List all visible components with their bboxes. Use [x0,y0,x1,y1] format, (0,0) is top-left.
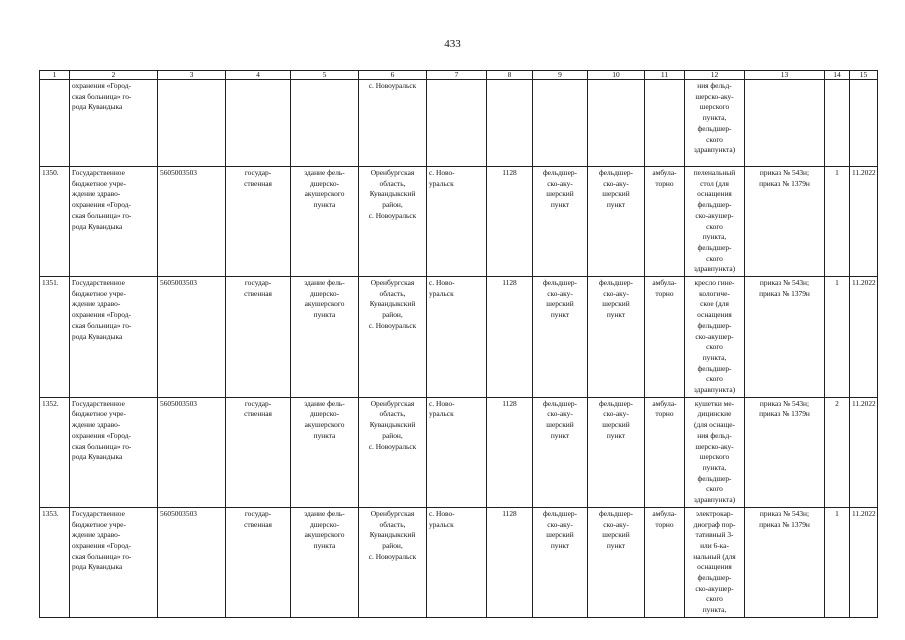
table-cell [588,397,645,507]
locality-text: с. Ново- уральск [429,508,455,529]
column-number: 1 [40,71,70,80]
table-cell [745,397,825,507]
table-cell [745,507,825,617]
table-cell [291,167,359,277]
table-cell [359,167,427,277]
care-form-text: амбула- торно [652,168,677,188]
locality-text: с. Ново- уральск [429,168,455,188]
unit-type-text: фельдшер- ско-аку- шерский пункт [542,168,578,210]
column-number: 7 [427,71,487,80]
table-cell [685,277,745,398]
column-number: 5 [291,71,359,80]
table-row [40,80,878,167]
row-number-text: 1350. [42,168,59,177]
table-cell [40,277,70,398]
unit-type-text: фельдшер- ско-аку- шерский пункт [542,508,578,550]
table-cell [70,80,158,167]
column-number-row [40,71,878,80]
organization-name-text: Государственное бюджетное учре- ждение здраво- охранения «Город- ская больница» го- рода Кувандыка [72,278,132,341]
table-cell [825,397,850,507]
table-cell [359,277,427,398]
care-form-text: амбула- торно [652,278,677,298]
quantity-text: 1 [835,278,839,288]
table-cell [588,167,645,277]
table-cell [226,80,291,167]
order-reference-text: приказ № 543н; приказ № 1379н [759,168,810,188]
column-number: 9 [533,71,588,80]
row-number-text: 1353. [42,508,59,518]
table-cell [359,507,427,617]
table-cell [226,397,291,507]
table-cell [685,507,745,617]
locality-text: с. Ново- уральск [429,278,455,298]
order-reference-text: приказ № 543н; приказ № 1379н [759,398,810,419]
column-number: 13 [745,71,825,80]
building-type-text: здание фель- дшерско- акушерского пункта [304,508,345,550]
unit-name-text: фельдшер- ско-аку- шерский пункт [598,278,634,320]
ownership-form-text: государ- ственная [244,508,272,529]
organization-name-text: Государственное бюджетное учре- ждение здраво- охранения «Город- ская больница» го- рода Кувандыка [72,398,132,462]
inn-text: 5605003503 [160,508,197,518]
organization-name-text: охранения «Город- ская больница» го- рода Кувандыка [72,81,132,112]
table-cell [487,507,533,617]
column-number: 6 [359,71,427,80]
table-row [40,277,878,398]
inn-text: 5605003503 [160,398,197,408]
row-number-text: 1352. [42,398,59,408]
unit-name-text: фельдшер- ско-аку- шерский пункт [598,508,634,550]
table-cell [745,277,825,398]
registry-table [39,70,878,618]
table-cell [685,397,745,507]
table-cell [533,277,588,398]
column-number: 11 [645,71,685,80]
column-number: 2 [70,71,158,80]
table-row [40,507,878,617]
date-text: 11.2022 [852,278,876,288]
date-text: 11.2022 [852,398,876,408]
column-number: 8 [487,71,533,80]
column-number: 10 [588,71,645,80]
quantity-text: 1 [835,168,839,177]
column-number: 14 [825,71,850,80]
table-cell [226,507,291,617]
table-cell [825,507,850,617]
table-cell [850,80,878,167]
table-cell [685,167,745,277]
quantity-text: 2 [835,398,839,408]
inn-text: 5605003503 [160,278,197,288]
organization-name-text: Государственное бюджетное учре- ждение здраво- охранения «Город- ская больница» го- рода Кувандыка [72,168,132,231]
table-cell [70,167,158,277]
table-cell [291,507,359,617]
building-type-text: здание фель- дшерско- акушерского пункта [304,398,345,440]
table-cell [533,80,588,167]
table-cell [158,507,226,617]
table-cell [850,167,878,277]
column-number: 15 [850,71,878,80]
order-reference-text: приказ № 543н; приказ № 1379н [759,278,810,298]
table-cell [745,167,825,277]
column-number: 12 [685,71,745,80]
ownership-form-text: государ- ственная [244,168,272,188]
table-cell [226,277,291,398]
quantity-text: 1 [835,508,839,518]
table-cell [359,80,427,167]
table-cell [645,277,685,398]
table-cell [645,507,685,617]
table-cell [158,167,226,277]
table-cell [487,167,533,277]
row-number-text: 1351. [42,278,59,288]
inn-text: 5605003503 [160,168,197,177]
address-text: с. Новоуральск [368,81,417,90]
table-row [40,397,878,507]
table-cell [588,507,645,617]
table-cell [825,277,850,398]
date-text: 11.2022 [852,168,876,177]
table-cell [40,167,70,277]
table-cell [158,397,226,507]
organization-name-text: Государственное бюджетное учре- ждение здраво- охранения «Город- ская больница» го- рода Кувандыка [72,508,132,572]
table-cell [427,397,487,507]
table-cell [359,397,427,507]
address-text: Оренбургская область, Кувандыкский район, с. Новоуральск [368,398,417,451]
table-cell [745,80,825,167]
order-reference-text: приказ № 543н; приказ № 1379н [759,508,810,529]
table-cell [685,80,745,167]
table-cell [291,397,359,507]
table-cell [487,397,533,507]
code-text: 1128 [502,168,517,177]
table-cell [291,277,359,398]
equipment-text: кресло гине- кологиче- ское (для оснащения фельдшер- ско-акушер- ского пункта, фельдшер- ского здравпункта) [693,278,736,395]
table-cell [158,80,226,167]
unit-type-text: фельдшер- ско-аку- шерский пункт [542,278,578,320]
table-cell [70,277,158,398]
code-text: 1128 [502,278,517,288]
address-text: Оренбургская область, Кувандыкский район, с. Новоуральск [368,278,417,330]
building-type-text: здание фель- дшерско- акушерского пункта [304,168,345,210]
table-cell [40,507,70,617]
table-cell [40,397,70,507]
table-cell [645,397,685,507]
table-cell [427,277,487,398]
table-cell [588,80,645,167]
page-number: 433 [444,38,461,50]
code-text: 1128 [502,398,517,408]
table-cell [427,167,487,277]
equipment-text: ния фельд- шерско-аку- шерского пункта, фельдшер- ского здравпункта) [693,81,736,155]
table-row [40,167,878,277]
locality-text: с. Ново- уральск [429,398,455,419]
equipment-text: кушетки ме- дицинские (для оснаще- ния фельд- шерско-аку- шерского пункта, фельдшер- ского здравпункта) [693,398,736,505]
table-cell [487,277,533,398]
table-cell [645,167,685,277]
ownership-form-text: государ- ственная [244,398,272,419]
table-cell [850,507,878,617]
table-cell [588,277,645,398]
care-form-text: амбула- торно [652,398,677,419]
address-text: Оренбургская область, Кувандыкский район, с. Новоуральск [368,168,417,220]
equipment-text: электрокар- диограф пор- тативный 3- или 6-ка- нальный (для оснащения фельдшер- ско-акушер- ского пункта, [693,508,736,615]
unit-type-text: фельдшер- ско-аку- шерский пункт [542,398,578,440]
unit-name-text: фельдшер- ско-аку- шерский пункт [598,168,634,210]
unit-name-text: фельдшер- ско-аку- шерский пункт [598,398,634,440]
equipment-text: пеленальный стол (для оснащения фельдшер- ско-акушер- ского пункта, фельдшер- ского здравпункта) [693,168,736,274]
table-cell [825,167,850,277]
table-cell [427,80,487,167]
column-number: 3 [158,71,226,80]
ownership-form-text: государ- ственная [244,278,272,298]
table-cell [850,397,878,507]
table-cell [291,80,359,167]
table-cell [40,80,70,167]
care-form-text: амбула- торно [652,508,677,529]
date-text: 11.2022 [852,508,876,518]
table-cell [70,397,158,507]
table-cell [533,167,588,277]
table-cell [427,507,487,617]
table-cell [850,277,878,398]
table-cell [158,277,226,398]
table-cell [226,167,291,277]
column-number: 4 [226,71,291,80]
table-cell [70,507,158,617]
table-cell [487,80,533,167]
table-cell [645,80,685,167]
table-cell [533,397,588,507]
address-text: Оренбургская область, Кувандыкский район, с. Новоуральск [368,508,417,561]
table-cell [825,80,850,167]
code-text: 1128 [502,508,517,518]
table-cell [533,507,588,617]
building-type-text: здание фель- дшерско- акушерского пункта [304,278,345,320]
